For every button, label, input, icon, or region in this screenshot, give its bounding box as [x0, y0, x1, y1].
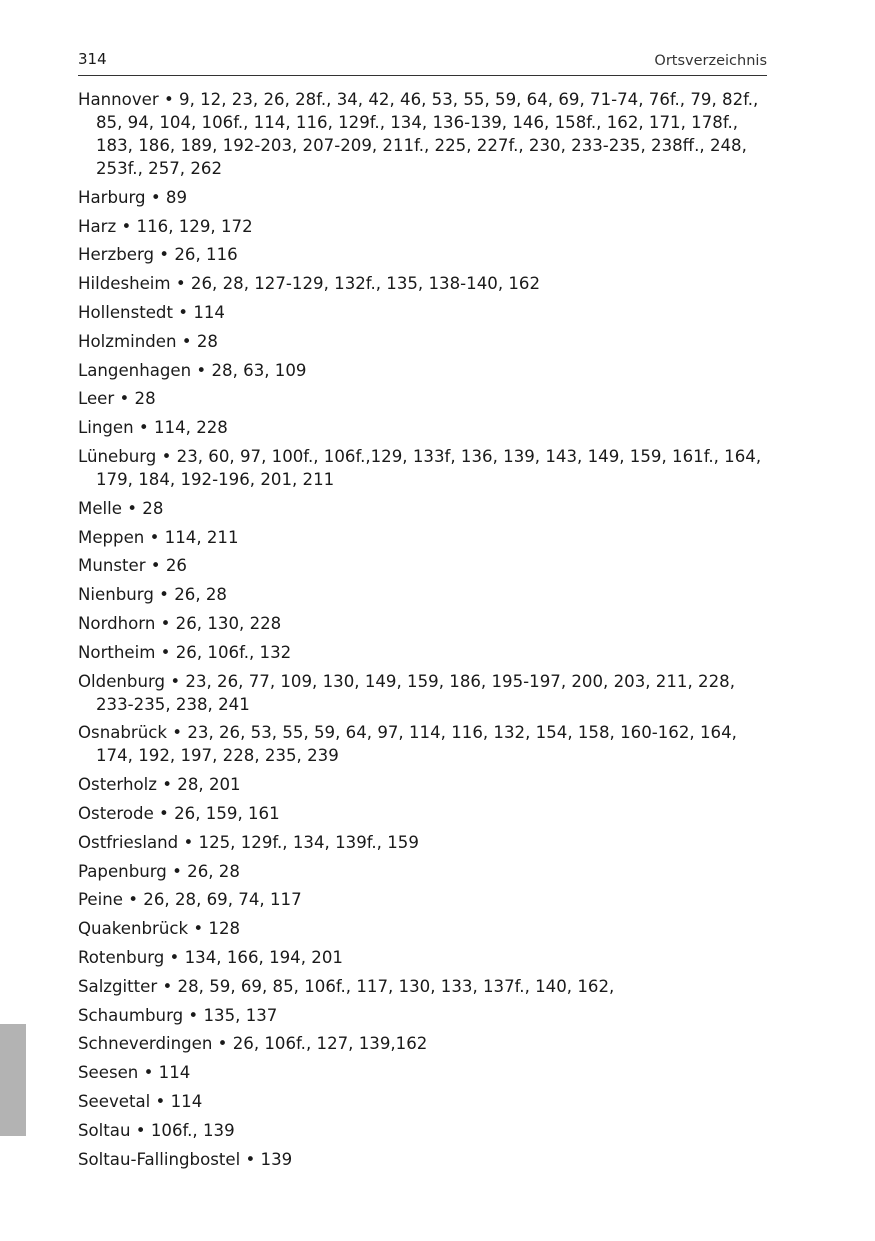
- running-title: Ortsverzeichnis: [654, 53, 767, 69]
- thumb-index-tab: [0, 1024, 26, 1136]
- index-entry-line: 253f., 257, 262: [96, 159, 223, 178]
- index-entry-line: 233-235, 238, 241: [96, 694, 250, 714]
- index-entry-line: Osterholz • 28, 201: [78, 775, 241, 795]
- index-entry-line: Schneverdingen • 26, 106f., 127, 139,162: [78, 1034, 428, 1054]
- page-number: 314: [78, 50, 107, 68]
- index-entry-line: Leer • 28: [78, 389, 156, 409]
- index-entry: [78, 330, 778, 353]
- page-header: [78, 48, 767, 74]
- index-entry: [78, 831, 778, 854]
- index-entry-line: Melle • 28: [78, 498, 164, 518]
- index-entry: [78, 416, 778, 439]
- index-entry: [78, 670, 778, 716]
- index-entry: [78, 583, 778, 606]
- index-entry: [78, 773, 778, 796]
- index-entry-line: Rotenburg • 134, 166, 194, 201: [78, 947, 343, 967]
- index-entry-line: Quakenbrück • 128: [78, 919, 241, 939]
- index-entry: [78, 1148, 778, 1171]
- index-entry-line: Hannover • 9, 12, 23, 26, 28f., 34, 42, 46, 53, 55, 59, 64, 69, 71-74, 76f., 79, 82f.,: [78, 90, 759, 109]
- index-entry: [78, 802, 778, 825]
- index-entry-line: Papenburg • 26, 28: [78, 861, 240, 881]
- index-entry: [78, 359, 778, 382]
- index-entry-line: Salzgitter • 28, 59, 69, 85, 106f., 117, 130, 133, 137f., 140, 162,: [78, 976, 615, 996]
- index-entry-line: Nienburg • 26, 28: [78, 585, 227, 605]
- index-entry-line: Meppen • 114, 211: [78, 527, 239, 547]
- index-entry-line: Ostfriesland • 125, 129f., 134, 139f., 159: [78, 832, 419, 852]
- index-entry: [78, 387, 778, 410]
- index-entry-line: 183, 186, 189, 192-203, 207-209, 211f., 225, 227f., 230, 233-235, 238ff., 248,: [96, 136, 747, 155]
- index-entry: [78, 1061, 778, 1084]
- index-entry: [78, 1119, 778, 1142]
- index-entry-list: [78, 88, 778, 1176]
- index-entry: [78, 917, 778, 940]
- index-entry: [78, 186, 778, 209]
- index-entry: [78, 1090, 778, 1113]
- index-entry-line: Seesen • 114: [78, 1063, 191, 1083]
- index-entry-line: 174, 192, 197, 228, 235, 239: [96, 746, 339, 766]
- index-entry: [78, 497, 778, 520]
- index-entry-line: Seevetal • 114: [78, 1091, 203, 1111]
- index-entry-line: Herzberg • 26, 116: [78, 245, 238, 265]
- index-entry-line: Harz • 116, 129, 172: [78, 216, 253, 236]
- index-entry-line: Nordhorn • 26, 130, 228: [78, 613, 282, 633]
- index-entry: [78, 1032, 778, 1055]
- index-entry: [78, 526, 778, 549]
- index-entry-line: Hildesheim • 26, 28, 127-129, 132f., 135, 138-140, 162: [78, 274, 541, 294]
- index-entry: [78, 1004, 778, 1027]
- index-entry: [78, 445, 778, 491]
- index-entry: [78, 721, 778, 767]
- index-entry-line: Munster • 26: [78, 556, 187, 576]
- index-entry-line: Osnabrück • 23, 26, 53, 55, 59, 64, 97, 114, 116, 132, 154, 158, 160-162, 164,: [78, 723, 737, 743]
- index-entry-line: Peine • 26, 28, 69, 74, 117: [78, 890, 302, 910]
- index-entry-line: Schaumburg • 135, 137: [78, 1005, 278, 1025]
- header-rule: [78, 75, 767, 76]
- index-entry: [78, 215, 778, 238]
- index-entry-line: Lingen • 114, 228: [78, 418, 228, 438]
- index-entry-line: Osterode • 26, 159, 161: [78, 803, 280, 823]
- index-entry-line: Hollenstedt • 114: [78, 302, 225, 322]
- index-entry: [78, 860, 778, 883]
- index-entry: [78, 946, 778, 969]
- index-entry: [78, 554, 778, 577]
- index-entry: [78, 272, 778, 295]
- index-entry: [78, 612, 778, 635]
- index-entry-line: Soltau • 106f., 139: [78, 1120, 235, 1140]
- index-entry: [78, 301, 778, 324]
- index-entry-line: 179, 184, 192-196, 201, 211: [96, 469, 335, 489]
- index-entry: [78, 88, 778, 180]
- index-entry-line: Soltau-Fallingbostel • 139: [78, 1149, 293, 1169]
- index-entry-line: 85, 94, 104, 106f., 114, 116, 129f., 134, 136-139, 146, 158f., 162, 171, 178f.,: [96, 113, 739, 132]
- index-entry-line: Holzminden • 28: [78, 331, 218, 351]
- index-entry: [78, 888, 778, 911]
- index-entry-line: Langenhagen • 28, 63, 109: [78, 360, 307, 380]
- index-entry-line: Lüneburg • 23, 60, 97, 100f., 106f.,129, 133f, 136, 139, 143, 149, 159, 161f., 164,: [78, 446, 762, 466]
- index-entry: [78, 243, 778, 266]
- index-entry-line: Harburg • 89: [78, 187, 188, 207]
- index-entry: [78, 975, 778, 998]
- index-entry-line: Oldenburg • 23, 26, 77, 109, 130, 149, 159, 186, 195-197, 200, 203, 211, 228,: [78, 671, 735, 691]
- index-entry-line: Northeim • 26, 106f., 132: [78, 642, 292, 662]
- index-entry: [78, 641, 778, 664]
